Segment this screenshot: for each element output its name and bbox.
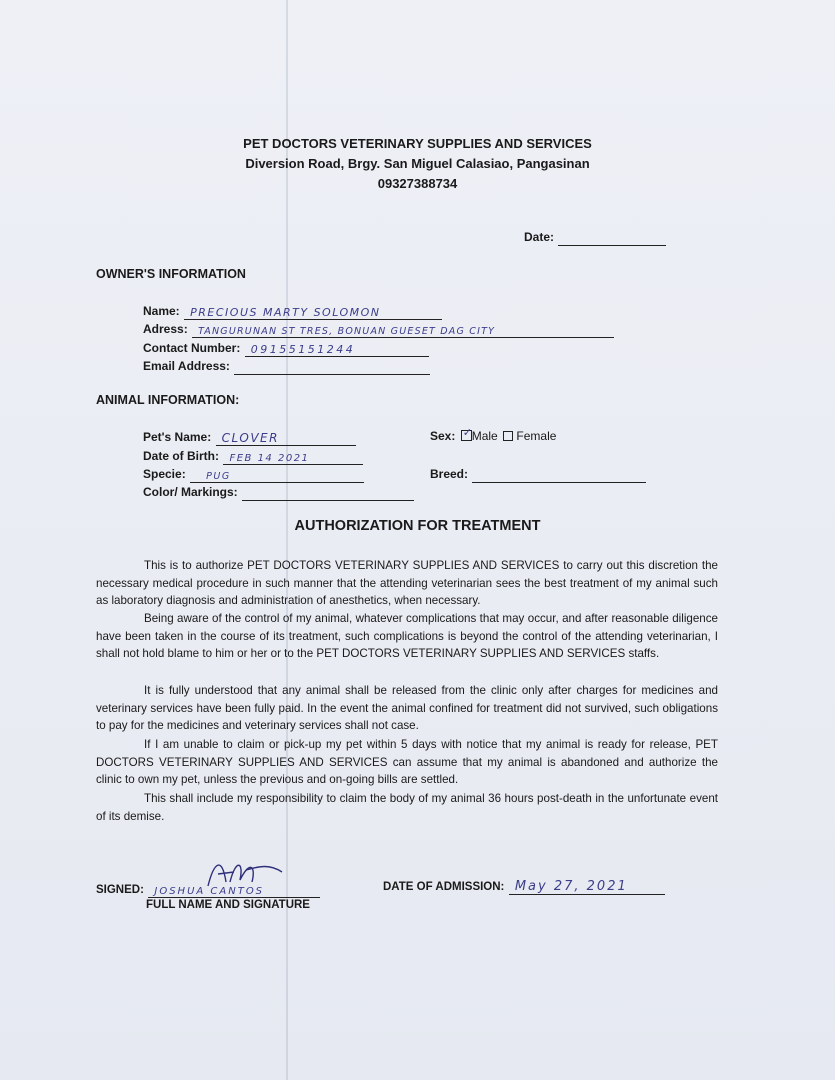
animal-section-title: ANIMAL INFORMATION: (96, 393, 240, 407)
dob-field: Date of Birth: FEB 14 2021 (143, 447, 363, 465)
owner-address-value: TANGURUNAN ST TRES, BONUAN GUESET DAG CITY (198, 326, 496, 337)
auth-paragraph: It is fully understood that any animal shall be released from the clinic only after charges for medicines and veterinary services have been fully paid. In the event the animal confined for treatment did not survived, such obligations to pay for the medicines and veterinary services shall not case. (96, 684, 718, 733)
dob-line[interactable] (223, 450, 363, 465)
pet-name-field: Pet's Name: CLOVER (143, 428, 356, 446)
owner-section-title: OWNER'S INFORMATION (96, 267, 246, 281)
auth-paragraph: If I am unable to claim or pick-up my pet within 5 days with notice that my animal is ready for release, PET DOCTORS VETERINARY SUPPLIES AND SERVICES can assume that my animal is abandoned and authorize the clinic to own my pet, unless the previous and on-going bills are settled. (96, 738, 718, 787)
signed-value: JOSHUA CANTOS (154, 886, 265, 897)
company-address: Diversion Road, Brgy. San Miguel Calasiao, Pangasinan (245, 156, 590, 171)
date-label: Date: (524, 230, 555, 244)
male-checkbox-icon[interactable]: ✓ (462, 427, 472, 439)
owner-email-field: Email Address: (143, 357, 430, 375)
pet-name-line[interactable] (216, 431, 356, 446)
female-checkbox-icon[interactable] (503, 431, 513, 441)
auth-paragraph: This shall include my responsibility to claim the body of my animal 36 hours post-death in the unfortunate event of its demise. (96, 792, 718, 823)
owner-contact-line[interactable] (245, 342, 429, 357)
owner-name-field: Name: PRECIOUS MARTY SOLOMON (143, 302, 442, 320)
dob-value: FEB 14 2021 (229, 453, 310, 464)
sex-field: Sex: ✓ Male Female (430, 427, 557, 443)
female-label: Female (516, 429, 557, 443)
owner-name-line[interactable] (184, 305, 442, 320)
owner-contact-value: 09155151244 (250, 343, 356, 356)
color-field: Color/ Markings: (143, 483, 414, 501)
admission-field: DATE OF ADMISSION: May 27, 2021 (383, 877, 665, 895)
auth-paragraph: Being aware of the control of my animal, whatever complications that may occur, and after reasonable diligence have been taken in the course of its treatment, such complications is beyond the control of the attending veterinarian, I shall not hold blame to him or her or to the PET DOCTORS VETERINARY SUPPLIES AND SERVICES staffs. (96, 612, 718, 661)
admission-value: May 27, 2021 (514, 879, 628, 894)
company-phone: 09327388734 (377, 176, 458, 191)
date-field (524, 228, 666, 246)
owner-address-line[interactable] (192, 323, 614, 338)
signature-line[interactable] (148, 883, 320, 898)
date-line[interactable] (558, 231, 666, 246)
owner-address-field: Adress: TANGURUNAN ST TRES, BONUAN GUESET DAG CITY (143, 320, 614, 338)
specie-field: Specie: PUG (143, 465, 364, 483)
color-line[interactable] (242, 486, 414, 501)
owner-contact-field: Contact Number: 09155151244 (143, 339, 429, 357)
pet-name-value: CLOVER (221, 431, 279, 445)
owner-name-value: PRECIOUS MARTY SOLOMON (190, 306, 381, 319)
breed-field: Breed: (430, 465, 646, 483)
auth-paragraph: This is to authorize PET DOCTORS VETERINARY SUPPLIES AND SERVICES to carry out this discretion the necessary medical procedure in such manner that the attending veterinarian sees the best treatment of my animal such as laboratory diagnosis and administration of anesthetics, when necessary. (96, 559, 718, 608)
company-name: PET DOCTORS VETERINARY SUPPLIES AND SERVICES (243, 136, 592, 151)
male-label: Male (471, 429, 498, 443)
signed-field: SIGNED: JOSHUA CANTOS (96, 880, 320, 898)
admission-line[interactable] (509, 880, 665, 895)
specie-value: PUG (206, 471, 231, 482)
signature-caption: FULL NAME AND SIGNATURE (146, 899, 310, 911)
breed-line[interactable] (472, 468, 646, 483)
specie-line[interactable] (190, 468, 364, 483)
authorization-title: AUTHORIZATION FOR TREATMENT (294, 518, 541, 534)
owner-email-line[interactable] (234, 360, 430, 375)
